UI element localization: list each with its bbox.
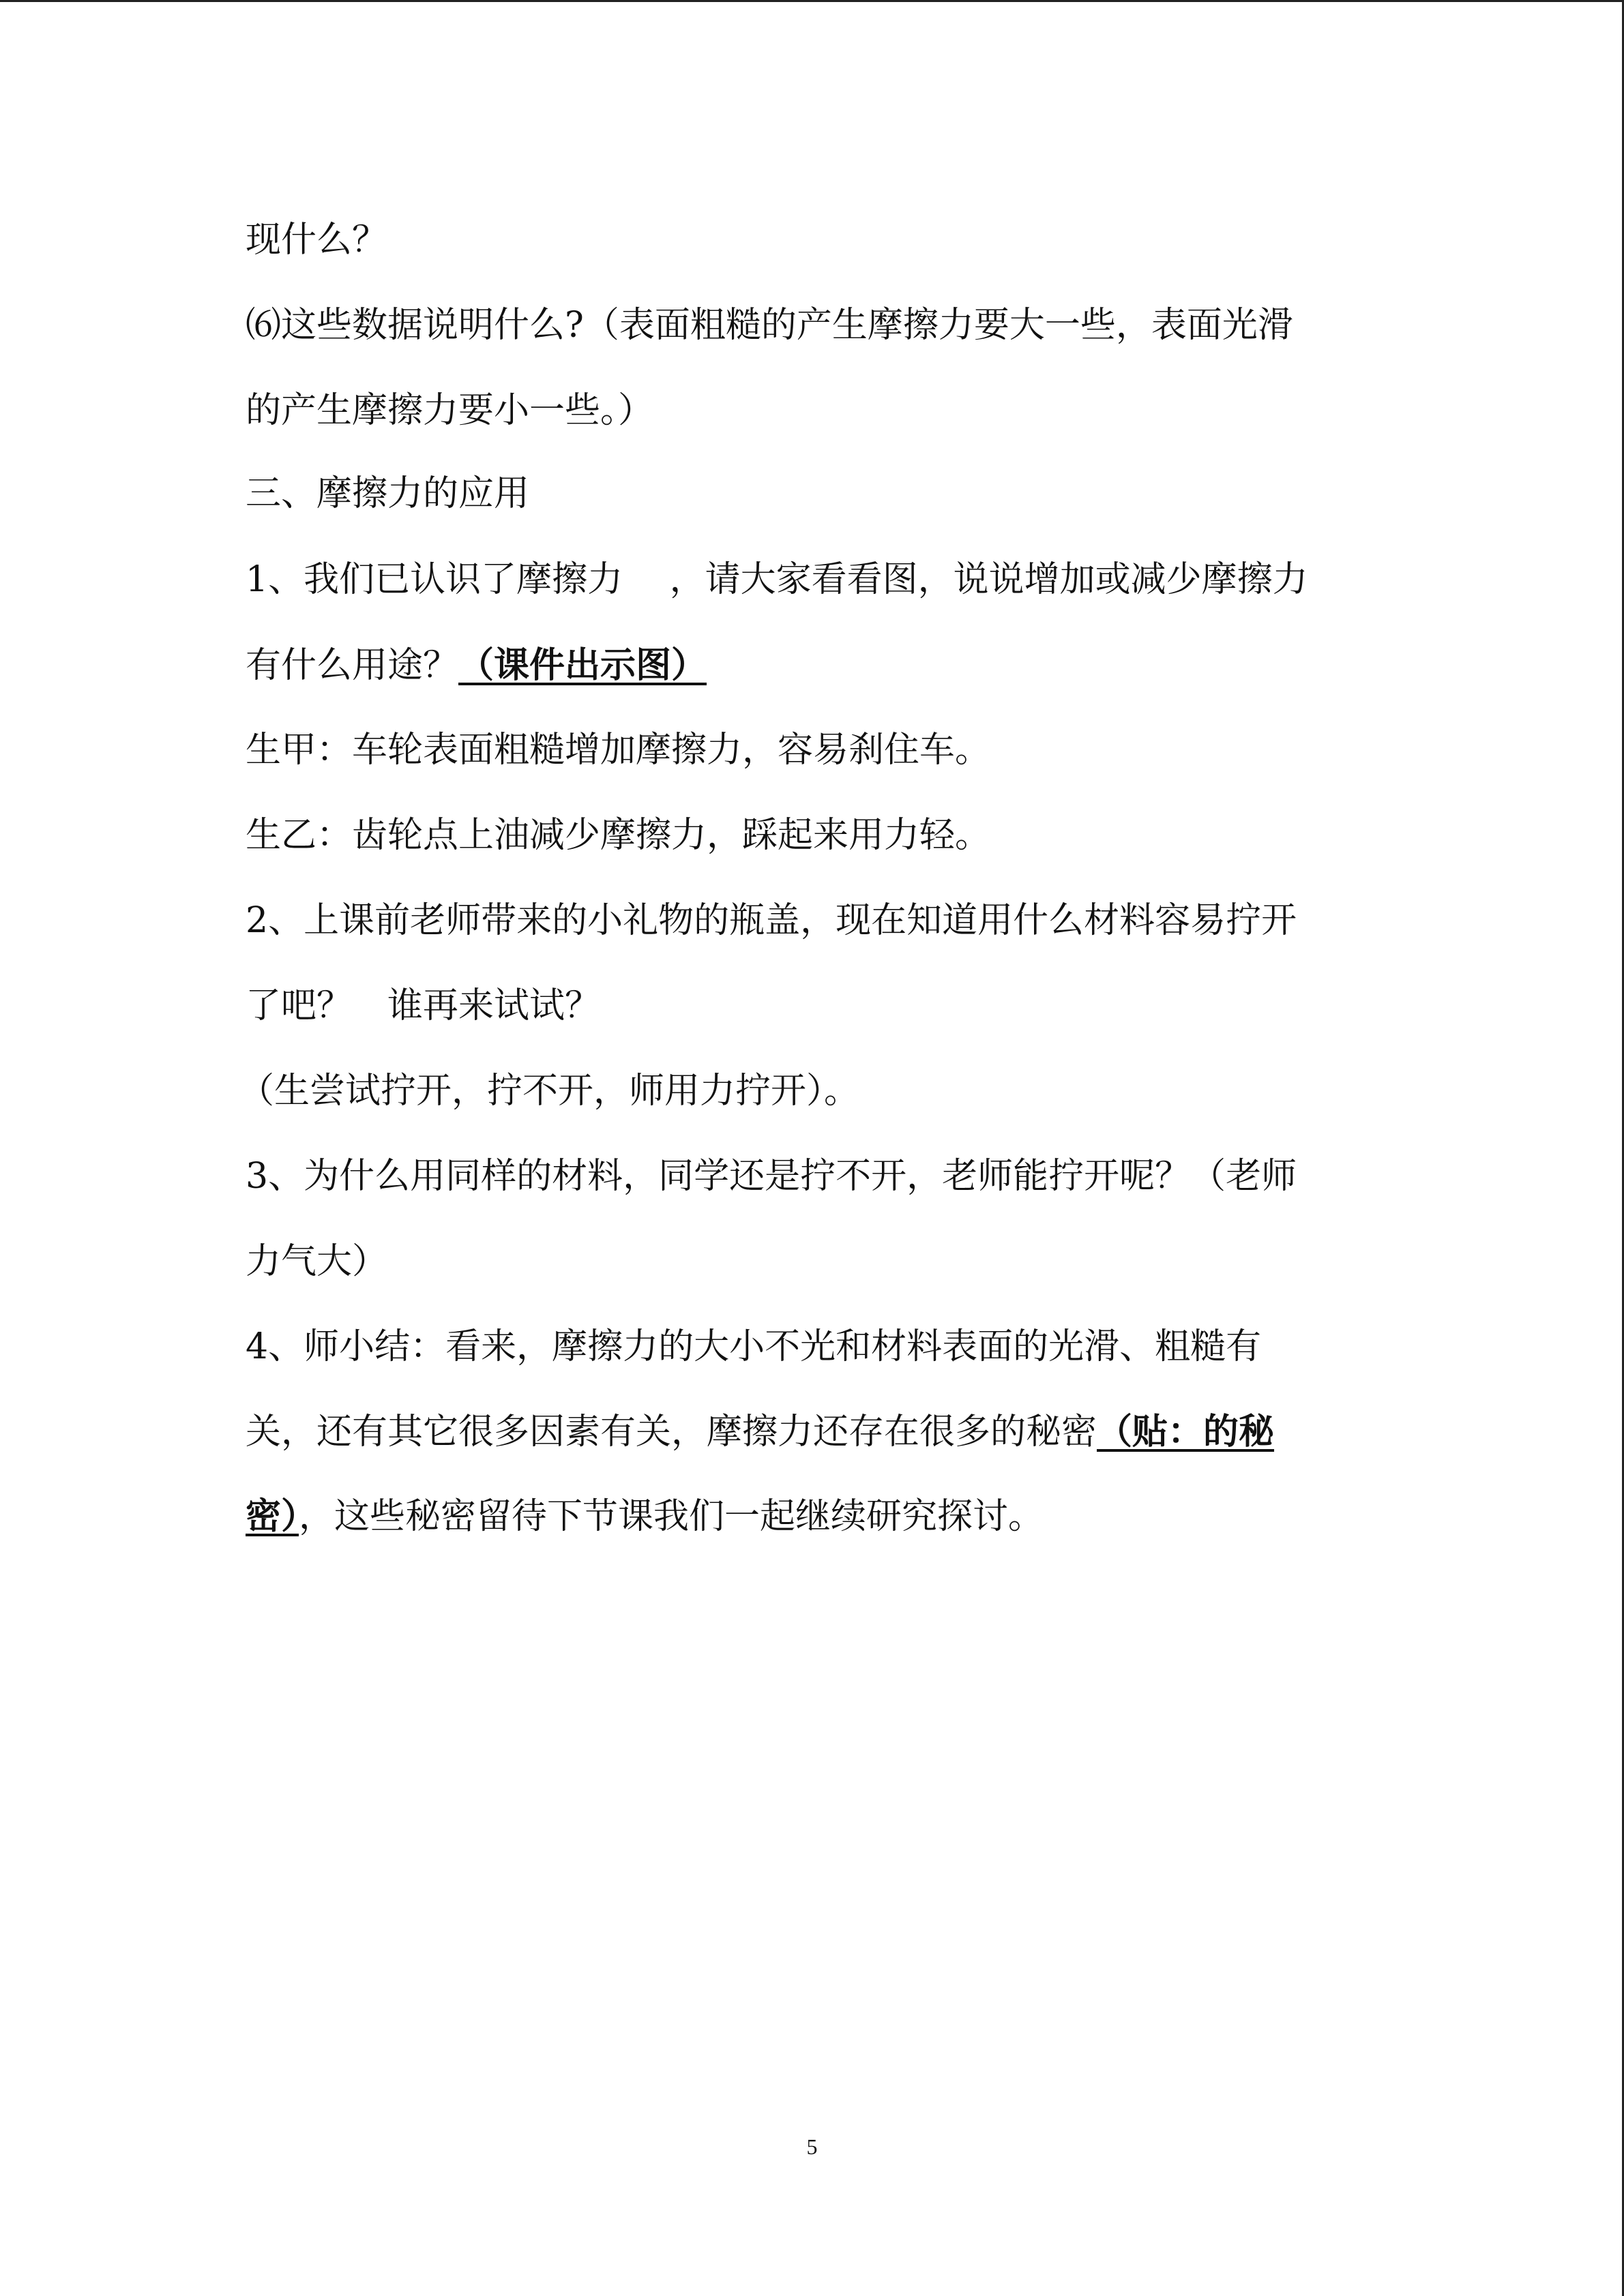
line-text: ⑹这些数据说明什么?（表面粗糙的产生摩擦力要大一些，表面光滑	[246, 305, 1293, 346]
line-text: 生甲：车轮表面粗糙增加摩擦力，容易刹住车。	[246, 730, 991, 771]
text-line-7	[246, 728, 990, 772]
line-text: （生尝试拧开，拧不开，师用力拧开）。	[239, 1071, 860, 1112]
text-line-8	[246, 814, 990, 857]
text-line-1	[246, 218, 387, 262]
text-line-3	[246, 389, 653, 432]
page-top-border	[0, 0, 1624, 2]
line-text: 3、为什么用同样的材料，同学还是拧不开，老师能拧开呢？（老师	[246, 1156, 1297, 1197]
emphasis-text: （贴：的秘	[1097, 1411, 1275, 1452]
line-text: 1、我们已认识了摩擦力 ，请大家看看图，说说增加或减少摩擦力	[246, 559, 1308, 600]
text-line-14	[246, 1325, 1261, 1369]
text-line-16	[246, 1495, 1044, 1538]
text-line-9	[246, 899, 1297, 942]
text-line-15	[246, 1410, 1274, 1454]
text-line-6	[246, 644, 707, 687]
text-line-10	[246, 984, 600, 1028]
line-text: 2、上课前老师带来的小礼物的瓶盖，现在知道用什么材料容易拧开	[246, 900, 1297, 941]
line-text: 三、摩擦力的应用	[246, 473, 530, 514]
line-text: 力气大）	[246, 1241, 388, 1282]
line-text: 的产生摩擦力要小一些。）	[246, 390, 654, 431]
page-number: 5	[806, 2134, 818, 2159]
line-text: 了吧？ 谁再来试试？	[246, 985, 601, 1026]
emphasis-text: （课件出示图）	[458, 644, 707, 686]
line-text: 现什么？	[246, 220, 388, 260]
line-text: 有什么用途？	[246, 645, 459, 686]
text-line-13	[246, 1240, 387, 1283]
text-line-11	[239, 1069, 859, 1113]
section-heading	[246, 472, 529, 516]
emphasis-text: 密）	[246, 1495, 299, 1537]
text-line-2	[246, 303, 1293, 347]
text-line-12	[246, 1154, 1297, 1198]
line-text: ，这些秘密留待下节课我们一起继续研究探讨。	[299, 1496, 1044, 1537]
text-line-5	[246, 558, 1308, 601]
line-text: 关，还有其它很多因素有关，摩擦力还存在很多的秘密	[246, 1412, 1097, 1452]
line-text: 生乙：齿轮点上油减少摩擦力，踩起来用力轻。	[246, 815, 991, 856]
line-text: 4、师小结：看来，摩擦力的大小不光和材料表面的光滑、粗糙有	[246, 1326, 1262, 1367]
